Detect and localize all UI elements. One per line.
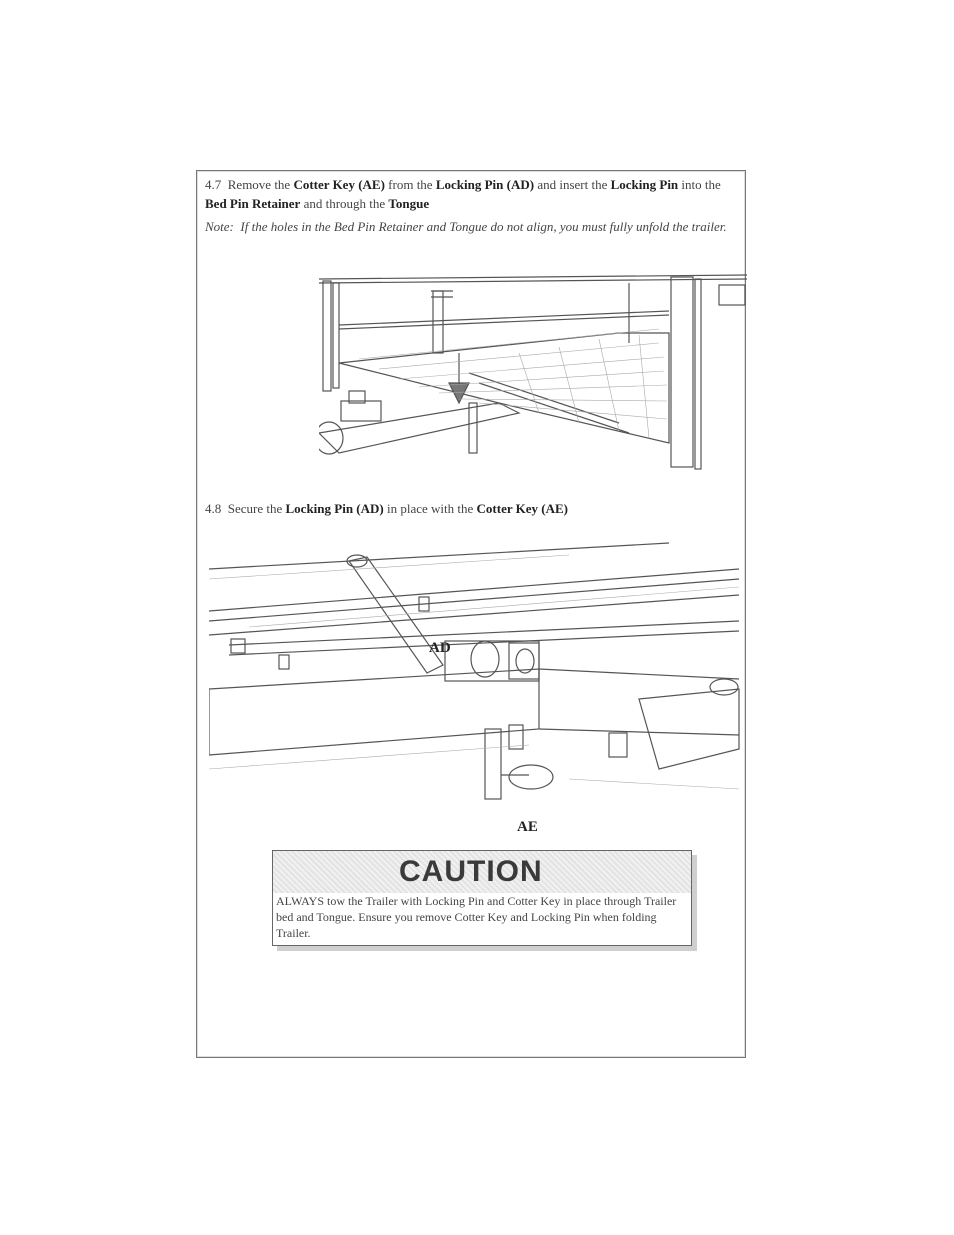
figure-trailer-bed-locking-pin — [319, 273, 747, 473]
note — [205, 217, 745, 236]
note-label: Note: — [205, 219, 234, 234]
part-locking-pin: Locking Pin (AD) — [435, 177, 535, 192]
figure-cotter-key-detail — [209, 539, 747, 839]
part-tongue: Tongue — [388, 196, 430, 211]
part-bed-pin-retainer: Bed Pin Retainer — [205, 196, 301, 211]
note-text: If the holes in the Bed Pin Retainer and Tongue do not align, you must fully unfold the trailer. — [240, 219, 727, 234]
step-number: 4.7 — [205, 177, 222, 192]
caution-box — [272, 850, 692, 946]
label-ad: AD — [429, 640, 451, 656]
part-locking-pin-2: Locking Pin — [610, 177, 679, 192]
step-number: 4.8 — [205, 501, 222, 516]
caution-text: ALWAYS tow the Trailer with Locking Pin and Cotter Key in place through Trailer bed and Tongue. Ensure you remove Cotter Key and Locking Pin when folding Trailer. — [276, 894, 677, 940]
caution-header — [273, 851, 691, 893]
part-cotter-key: Cotter Key (AE) — [476, 501, 568, 516]
step-4-7: 4.7 Remove the Cotter Key (AE) from the Locking Pin (AD) and insert the Locking Pin into the Bed Pin Retainer and through the Tongue — [205, 177, 721, 211]
step-4-8: 4.8 Secure the Locking Pin (AD) in place with the Cotter Key (AE) — [205, 501, 568, 516]
part-locking-pin: Locking Pin (AD) — [285, 501, 384, 516]
instruction-panel — [196, 170, 746, 1058]
caution-title: CAUTION — [399, 855, 543, 888]
label-ae: AE — [517, 819, 538, 835]
part-cotter-key: Cotter Key (AE) — [293, 177, 385, 192]
